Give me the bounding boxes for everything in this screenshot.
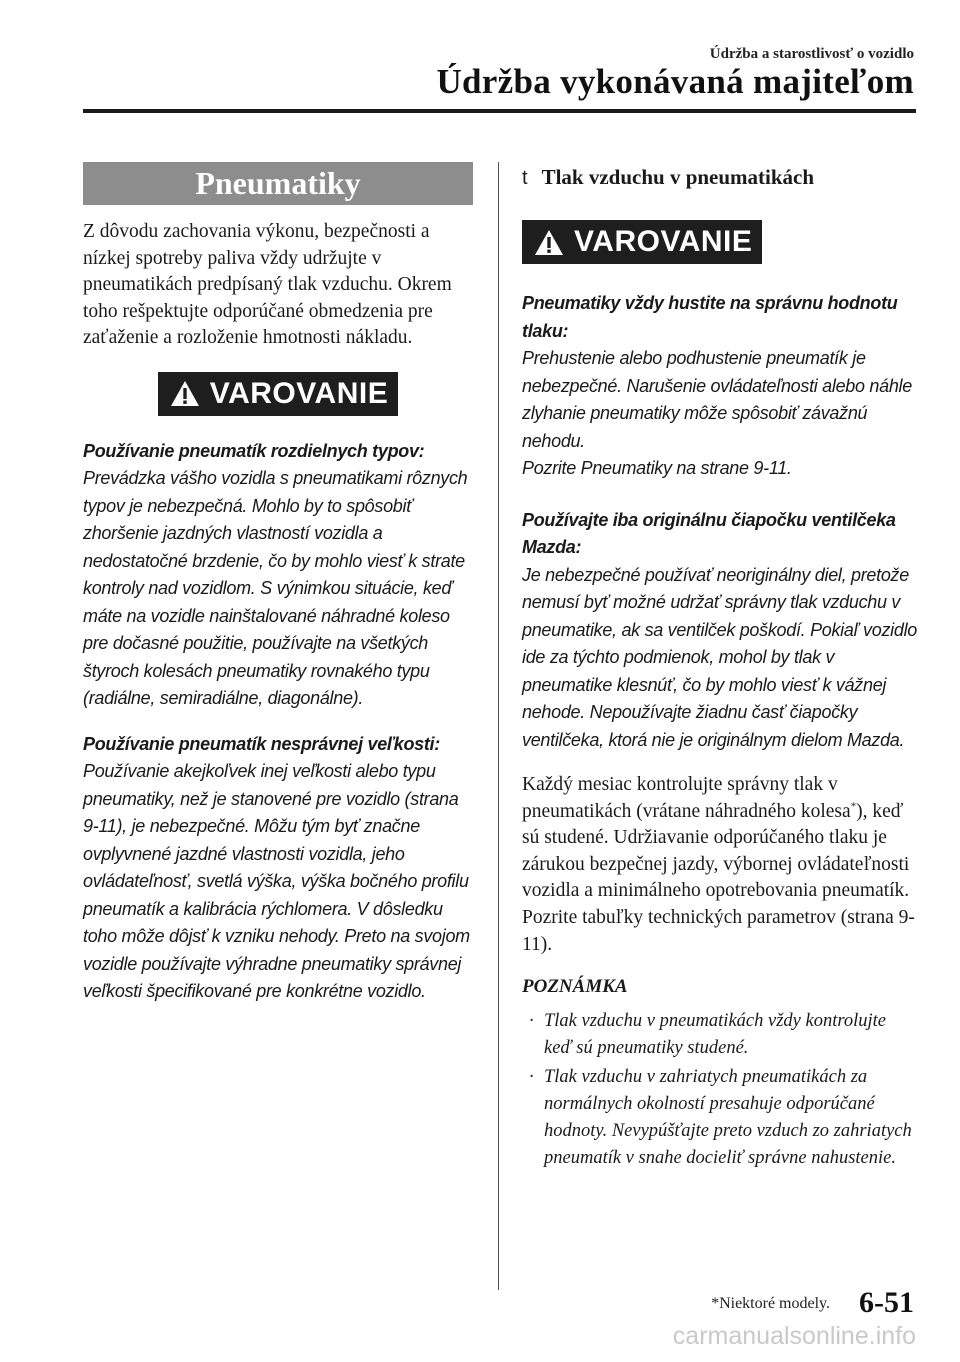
note-text: Tlak vzduchu v pneumatikách vždy kontrolujte keď sú pneumatiky studené. xyxy=(544,1011,886,1059)
note-title: POZNÁMKA xyxy=(522,976,628,998)
warning-item xyxy=(522,507,917,755)
right-column xyxy=(522,162,917,1172)
warning-item xyxy=(83,438,473,713)
bullet-icon: · xyxy=(529,1067,534,1088)
warning-triangle-icon xyxy=(170,380,200,407)
warning-block-left xyxy=(83,372,473,416)
page-number: 6-51 xyxy=(859,1286,914,1319)
intro-paragraph: Z dôvodu zachovania výkonu, bezpečnosti a nízkej spotreby paliva vždy udržujte v pneumatikách predpísaný tlak vzduchu. Okrem toho rešpektujte odporúčané obmedzenia pre zaťaženie a rozloženie hmotnosti nákladu. xyxy=(83,221,452,349)
warning-body: Prehustenie alebo podhustenie pneumatík je nebezpečné. Narušenie ovládateľnosti alebo náhle zlyhanie pneumatiky môže spôsobiť závažnú nehodu. xyxy=(522,348,912,451)
section-marker: t xyxy=(522,167,528,189)
warning-reference: Pozrite Pneumatiky na strane 9-11. xyxy=(522,458,792,478)
column-divider xyxy=(498,162,499,1290)
warning-badge xyxy=(522,220,762,264)
warning-label: VAROVANIE xyxy=(209,376,389,410)
header-divider xyxy=(83,109,916,113)
footnote-marker: * xyxy=(850,800,857,813)
warning-title: Pneumatiky vždy hustite na správnu hodnotu tlaku: xyxy=(522,293,898,341)
note-item xyxy=(522,1064,917,1172)
warning-title: Používanie pneumatík nesprávnej veľkosti: xyxy=(83,733,440,754)
warning-title: Používajte iba originálnu čiapočku ventilčeka Mazda: xyxy=(522,509,896,557)
warning-triangle-icon xyxy=(534,229,564,256)
note-text: Tlak vzduchu v zahriatych pneumatikách za normálnych okolností presahuje odporúčané hodnoty. Nevypúšťajte preto vzduch zo zahriatych pneumatík v snahe docieliť správne nahustenie. xyxy=(544,1067,912,1169)
warning-block-right xyxy=(522,220,917,264)
header-section-title: Údržba a starostlivosť o vozidlo xyxy=(709,46,914,62)
inspection-paragraph xyxy=(522,772,917,958)
bullet-icon: · xyxy=(529,1011,534,1032)
section-banner: Pneumatiky xyxy=(83,162,473,205)
warning-item xyxy=(522,290,917,483)
warning-title: Používanie pneumatík rozdielnych typov: xyxy=(83,440,425,461)
paragraph-text: Každý mesiac kontrolujte správny tlak v pneumatikách (vrátane náhradného kolesa xyxy=(522,774,851,822)
warning-badge xyxy=(158,372,398,416)
section-title: Tlak vzduchu v pneumatikách xyxy=(541,165,815,189)
header-chapter-title: Údržba vykonávaná majiteľom xyxy=(436,62,914,101)
warning-body: Prevádzka vášho vozidla s pneumatikami rôznych typov je nebezpečná. Mohlo by to spôsobiť zhoršenie jazdných vlastností vozidla a nedostatočné brzdenie, čo by mohlo viesť k strate kontroly nad vozidlom. S výnimkou situácie, keď máte na vozidle nainštalované náhradné koleso pre dočasné použitie, používajte na všetkých štyroch kolesách pneumatiky rovnakého typu (radiálne, semiradiálne, diagonálne). xyxy=(83,468,468,709)
note-list xyxy=(522,1008,917,1172)
paragraph-text: ), keď sú studené. Udržiavanie odporúčaného tlaku je zárukou bezpečnej jazdy, výbornej ovládateľnosti vozidla a minimálneho opotrebovania pneumatík. Pozrite tabuľky technických parametrov (strana 9-11). xyxy=(522,800,915,955)
warning-label: VAROVANIE xyxy=(574,225,753,258)
warning-item xyxy=(83,731,473,1006)
warning-body: Používanie akejkoľvek inej veľkosti alebo typu pneumatiky, než je stanovené pre vozidlo (strana 9-11), je nebezpečné. Môžu tým byť značne ovplyvnené jazdné vlastnosti vozidla, jeho ovládateľnosť, svetlá výška, výška bočného profilu pneumatík a kalibrácia rýchlomera. V dôsledku toho môže dôjsť k vzniku nehody. Preto na svojom vozidle používajte výhradne pneumatiky správnej veľkosti špecifikované pre konkrétne vozidlo. xyxy=(83,761,470,1002)
warning-body: Je nebezpečné používať neoriginálny diel, pretože nemusí byť možné udržať správny tlak vzduchu v pneumatike, ak sa ventilček poškodí. Pokiaľ vozidlo ide za týchto podmienok, mohol by tlak v pneumatike klesnúť, čo by mohlo viesť k vážnej nehode. Nepoužívajte žiadnu časť čiapočky ventilčeka, ktorá nie je originálnym dielom Mazda. xyxy=(522,564,917,750)
left-column xyxy=(83,162,473,1006)
section-heading xyxy=(522,162,917,192)
footnote: *Niektoré modely. xyxy=(711,1295,830,1312)
watermark: carmanualsonline.info xyxy=(672,1322,916,1350)
note-item xyxy=(522,1008,917,1062)
